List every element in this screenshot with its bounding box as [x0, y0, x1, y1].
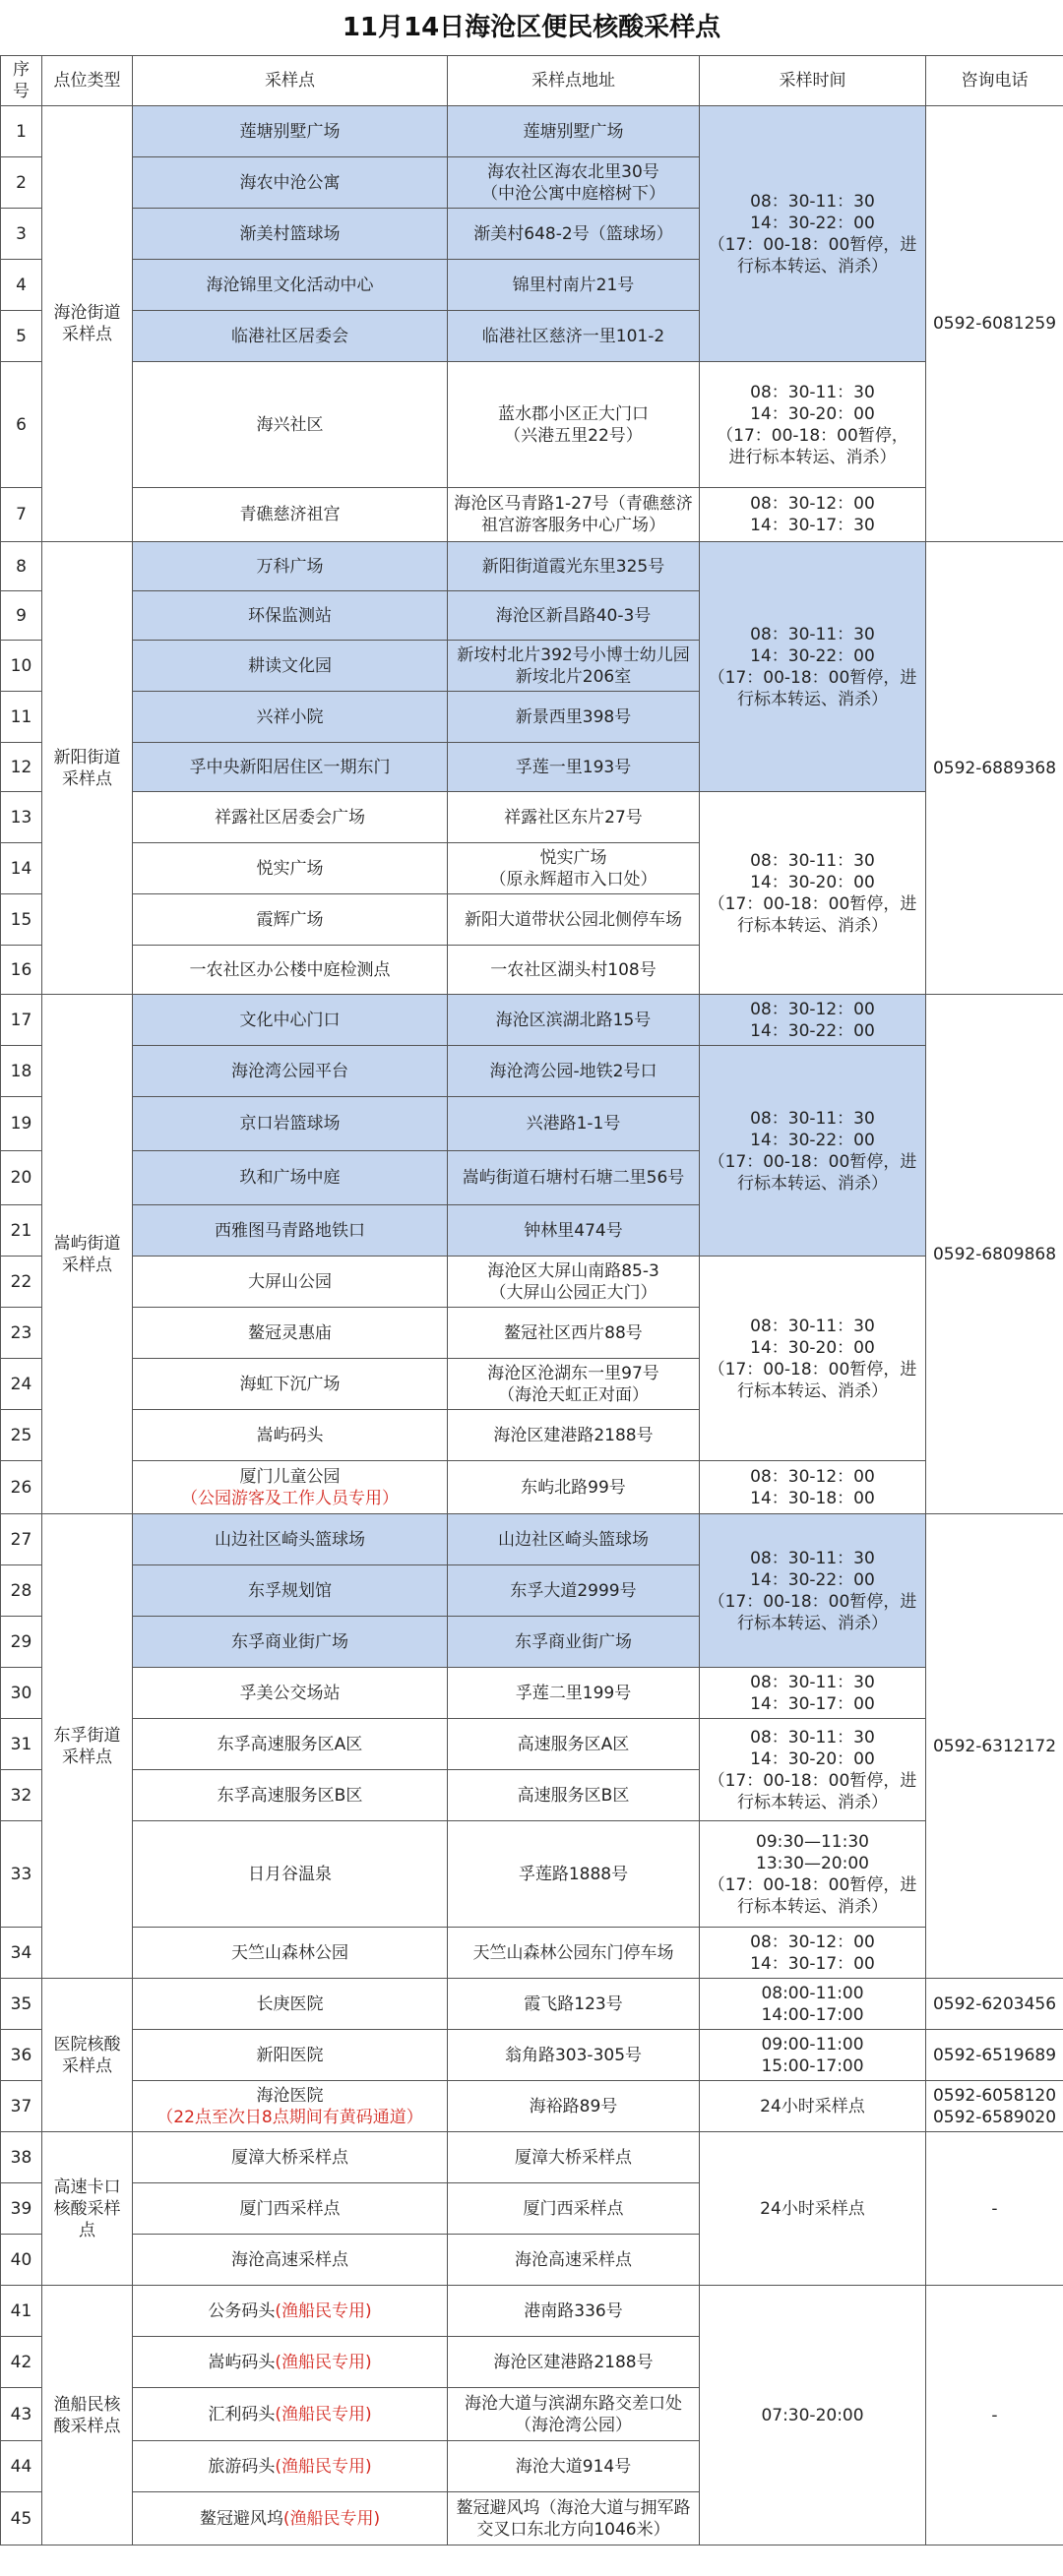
- site-name: 海农中沧公寓: [133, 157, 448, 209]
- site-name: 环保监测站: [133, 591, 448, 641]
- table-row: [1, 1046, 1063, 1097]
- sampling-time: 08：30-12：00 14：30-17：00: [700, 1928, 926, 1979]
- site-name: 临港社区居委会: [133, 311, 448, 362]
- site-address: 钟林里474号: [448, 1205, 700, 1257]
- site-name: 海沧医院: [256, 2085, 324, 2106]
- row-no: 16: [1, 946, 42, 995]
- site-address: 东孚大道2999号: [448, 1565, 700, 1617]
- table-row: [1, 106, 1063, 157]
- site-name: 一农社区办公楼中庭检测点: [133, 946, 448, 995]
- site-name: 祥露社区居委会广场: [133, 792, 448, 843]
- site-address: 锦里村南片21号: [448, 260, 700, 311]
- site-address: 海沧大道914号: [448, 2441, 700, 2492]
- site-name: 旅游码头: [208, 2456, 276, 2477]
- sampling-time: 08：30-12：00 14：30-22：00: [700, 995, 926, 1046]
- row-no: 41: [1, 2286, 42, 2337]
- site-note: （公园游客及工作人员专用）: [181, 1488, 399, 1508]
- row-no: 7: [1, 488, 42, 542]
- sampling-time: 08：30-11：30 14：30-22：00 （17：00-18：00暂停，进行标本转运、消杀）: [700, 106, 926, 362]
- site-address: 港南路336号: [448, 2286, 700, 2337]
- row-no: 42: [1, 2337, 42, 2388]
- phone: 0592-6312172: [926, 1514, 1063, 1979]
- phone: 0592-6519689: [926, 2030, 1063, 2081]
- site-address: 海沧湾公园-地铁2号口: [448, 1046, 700, 1097]
- site-name: 东孚规划馆: [133, 1565, 448, 1617]
- table-row: [1, 1979, 1063, 2030]
- header-type: 点位类型: [42, 56, 133, 106]
- site-name: 日月谷温泉: [133, 1821, 448, 1928]
- site-name: 霞辉广场: [133, 894, 448, 946]
- page-title: 11月14日海沧区便民核酸采样点: [342, 13, 721, 42]
- site-name: 嵩屿码头: [208, 2352, 276, 2372]
- row-no: 18: [1, 1046, 42, 1097]
- site-name: 嵩屿码头: [133, 1410, 448, 1461]
- table-row: [1, 1514, 1063, 1565]
- site-name: 文化中心门口: [133, 995, 448, 1046]
- header-phone: 咨询电话: [926, 56, 1063, 106]
- site-address: 厦漳大桥采样点: [448, 2132, 700, 2183]
- site-name: 万科广场: [133, 542, 448, 591]
- row-no: 38: [1, 2132, 42, 2183]
- site-note: (渔船民专用): [282, 2508, 381, 2529]
- site-address: 海沧区马青路1-27号（青礁慈济祖宫游客服务中心广场）: [448, 488, 700, 542]
- sampling-time: 08：30-11：30 14：30-20：00 （17：00-18：00暂停，进行标本转运、消杀）: [700, 1719, 926, 1821]
- sampling-time: 08：30-11：30 14：30-20：00 （17：00-18：00暂停， 进行标本转运、消杀）: [700, 362, 926, 488]
- site-note: (渔船民专用): [275, 2404, 372, 2424]
- row-no: 34: [1, 1928, 42, 1979]
- group-type: 渔船民核酸采样点: [42, 2286, 133, 2545]
- site-address: 东屿北路99号: [448, 1461, 700, 1514]
- site-name: 鳌冠灵惠庙: [133, 1308, 448, 1359]
- site-name-cell: [133, 2388, 448, 2441]
- site-name: 京口岩篮球场: [133, 1097, 448, 1151]
- site-name: 渐美村篮球场: [133, 209, 448, 260]
- header-time: 采样时间: [700, 56, 926, 106]
- header-row: [1, 56, 1063, 106]
- row-no: 6: [1, 362, 42, 488]
- table-row: [1, 1461, 1063, 1514]
- phone: -: [926, 2132, 1063, 2286]
- site-address: 海沧区沧湖东一里97号 （海沧天虹正对面）: [448, 1359, 700, 1410]
- phone: 0592-6889368: [926, 542, 1063, 995]
- site-address: 山边社区崎头篮球场: [448, 1514, 700, 1565]
- table-row: [1, 2081, 1063, 2132]
- table-row: [1, 1928, 1063, 1979]
- site-name: 孚美公交场站: [133, 1668, 448, 1719]
- table-row: [1, 1821, 1063, 1928]
- table-row: [1, 1257, 1063, 1308]
- header-no: 序号: [1, 56, 42, 106]
- row-no: 32: [1, 1770, 42, 1821]
- table-row: [1, 995, 1063, 1046]
- row-no: 23: [1, 1308, 42, 1359]
- site-name-cell: [133, 2286, 448, 2337]
- site-address: 孚莲一里193号: [448, 743, 700, 792]
- site-name: 海虹下沉广场: [133, 1359, 448, 1410]
- row-no: 20: [1, 1151, 42, 1205]
- site-address: 海沧区建港路2188号: [448, 2337, 700, 2388]
- row-no: 30: [1, 1668, 42, 1719]
- sampling-time: 08：30-11：30 14：30-22：00 （17：00-18：00暂停，进行标本转运、消杀）: [700, 1046, 926, 1257]
- row-no: 17: [1, 995, 42, 1046]
- site-name: 玖和广场中庭: [133, 1151, 448, 1205]
- site-name: 兴祥小院: [133, 692, 448, 743]
- row-no: 3: [1, 209, 42, 260]
- header-address: 采样点地址: [448, 56, 700, 106]
- table-row: [1, 542, 1063, 591]
- table-row: [1, 2030, 1063, 2081]
- row-no: 37: [1, 2081, 42, 2132]
- site-address: 海沧大道与滨湖东路交差口处 （海沧湾公园）: [448, 2388, 700, 2441]
- phone: 0592-6081259: [926, 106, 1063, 542]
- site-address: 新阳街道霞光东里325号: [448, 542, 700, 591]
- site-name-cell: [133, 2492, 448, 2545]
- sampling-time: 08：30-12：00 14：30-18：00: [700, 1461, 926, 1514]
- site-address: 海农社区海农北里30号 （中沧公寓中庭榕树下）: [448, 157, 700, 209]
- row-no: 36: [1, 2030, 42, 2081]
- sampling-time: 09:00-11:00 15:00-17:00: [700, 2030, 926, 2081]
- site-name: 东孚商业街广场: [133, 1617, 448, 1668]
- site-name: 海沧锦里文化活动中心: [133, 260, 448, 311]
- site-address: 莲塘别墅广场: [448, 106, 700, 157]
- site-address: 霞飞路123号: [448, 1979, 700, 2030]
- row-no: 35: [1, 1979, 42, 2030]
- site-name: 山边社区崎头篮球场: [133, 1514, 448, 1565]
- site-name: 东孚高速服务区A区: [133, 1719, 448, 1770]
- row-no: 1: [1, 106, 42, 157]
- row-no: 24: [1, 1359, 42, 1410]
- row-no: 12: [1, 743, 42, 792]
- table-row: [1, 792, 1063, 843]
- sampling-time: 08：30-11：30 14：30-17：00: [700, 1668, 926, 1719]
- site-name: 西雅图马青路地铁口: [133, 1205, 448, 1257]
- phone: 0592-6203456: [926, 1979, 1063, 2030]
- row-no: 19: [1, 1097, 42, 1151]
- phone: -: [926, 2286, 1063, 2545]
- site-name: 新阳医院: [133, 2030, 448, 2081]
- table-row: [1, 1668, 1063, 1719]
- header-site: 采样点: [133, 56, 448, 106]
- row-no: 25: [1, 1410, 42, 1461]
- sampling-table: [0, 55, 1063, 2545]
- site-name: 公务码头: [208, 2300, 276, 2321]
- site-address: 东孚商业街广场: [448, 1617, 700, 1668]
- site-name: 孚中央新阳居住区一期东门: [133, 743, 448, 792]
- site-name: 厦门儿童公园: [239, 1466, 341, 1487]
- site-name: 厦门西采样点: [133, 2183, 448, 2235]
- site-address: 翁角路303-305号: [448, 2030, 700, 2081]
- sampling-time: 08:00-11:00 14:00-17:00: [700, 1979, 926, 2030]
- site-address: 孚莲路1888号: [448, 1821, 700, 1928]
- site-name: 天竺山森林公园: [133, 1928, 448, 1979]
- row-no: 14: [1, 843, 42, 894]
- site-name: 东孚高速服务区B区: [133, 1770, 448, 1821]
- site-address: 渐美村648-2号（篮球场）: [448, 209, 700, 260]
- site-name: 海兴社区: [133, 362, 448, 488]
- site-name: 长庚医院: [133, 1979, 448, 2030]
- sampling-time: 24小时采样点: [700, 2132, 926, 2286]
- table-row: [1, 2286, 1063, 2337]
- phone: 0592-6058120 0592-6589020: [926, 2081, 1063, 2132]
- group-type: 海沧街道采样点: [42, 106, 133, 542]
- group-type: 新阳街道采样点: [42, 542, 133, 995]
- site-name-cell: [133, 2081, 448, 2132]
- row-no: 28: [1, 1565, 42, 1617]
- row-no: 27: [1, 1514, 42, 1565]
- row-no: 26: [1, 1461, 42, 1514]
- sampling-time: 08：30-11：30 14：30-22：00 （17：00-18：00暂停，进行标本转运、消杀）: [700, 1514, 926, 1668]
- row-no: 11: [1, 692, 42, 743]
- row-no: 31: [1, 1719, 42, 1770]
- row-no: 22: [1, 1257, 42, 1308]
- sampling-time: 24小时采样点: [700, 2081, 926, 2132]
- row-no: 44: [1, 2441, 42, 2492]
- site-note: (渔船民专用): [275, 2300, 372, 2321]
- table-row: [1, 488, 1063, 542]
- site-address: 兴港路1-1号: [448, 1097, 700, 1151]
- table-row: [1, 2132, 1063, 2183]
- site-address: 鳌冠避风坞（海沧大道与拥军路交叉口东北方向1046米）: [448, 2492, 700, 2545]
- site-name-cell: [133, 2337, 448, 2388]
- group-type: 高速卡口核酸采样点: [42, 2132, 133, 2286]
- site-address: 新阳大道带状公园北侧停车场: [448, 894, 700, 946]
- site-address: 海沧区大屏山南路85-3 （大屏山公园正大门）: [448, 1257, 700, 1308]
- table-row: [1, 362, 1063, 488]
- row-no: 9: [1, 591, 42, 641]
- row-no: 45: [1, 2492, 42, 2545]
- sampling-time: 08：30-11：30 14：30-20：00 （17：00-18：00暂停，进行标本转运、消杀）: [700, 1257, 926, 1461]
- row-no: 15: [1, 894, 42, 946]
- site-name-cell: [133, 2441, 448, 2492]
- group-type: 嵩屿街道采样点: [42, 995, 133, 1514]
- site-address: 一农社区湖头村108号: [448, 946, 700, 995]
- row-no: 2: [1, 157, 42, 209]
- group-type: 医院核酸采样点: [42, 1979, 133, 2132]
- group-type: 东孚街道采样点: [42, 1514, 133, 1979]
- site-name: 悦实广场: [133, 843, 448, 894]
- row-no: 8: [1, 542, 42, 591]
- row-no: 10: [1, 641, 42, 692]
- row-no: 33: [1, 1821, 42, 1928]
- row-no: 29: [1, 1617, 42, 1668]
- sampling-time: 08：30-11：30 14：30-20：00 （17：00-18：00暂停，进行标本转运、消杀）: [700, 792, 926, 995]
- site-name-cell: [133, 1461, 448, 1514]
- site-name: 汇利码头: [208, 2404, 276, 2424]
- site-address: 蓝水郡小区正大门口 （兴港五里22号）: [448, 362, 700, 488]
- sampling-time: 08：30-12：00 14：30-17：30: [700, 488, 926, 542]
- site-name: 海沧高速采样点: [133, 2235, 448, 2286]
- site-address: 海沧区滨湖北路15号: [448, 995, 700, 1046]
- site-name: 海沧湾公园平台: [133, 1046, 448, 1097]
- site-address: 新景西里398号: [448, 692, 700, 743]
- site-address: 高速服务区B区: [448, 1770, 700, 1821]
- site-note: （22点至次日8点期间有黄码通道）: [156, 2107, 423, 2127]
- site-address: 祥露社区东片27号: [448, 792, 700, 843]
- phone: 0592-6809868: [926, 995, 1063, 1514]
- site-address: 嵩屿街道石塘村石塘二里56号: [448, 1151, 700, 1205]
- site-address: 悦实广场 （原永辉超市入口处）: [448, 843, 700, 894]
- sampling-time: 08：30-11：30 14：30-22：00 （17：00-18：00暂停，进行标本转运、消杀）: [700, 542, 926, 792]
- site-address: 临港社区慈济一里101-2: [448, 311, 700, 362]
- row-no: 13: [1, 792, 42, 843]
- row-no: 21: [1, 1205, 42, 1257]
- table-row: [1, 1719, 1063, 1770]
- site-address: 新垵村北片392号小博士幼儿园 新垵北片206室: [448, 641, 700, 692]
- site-note: (渔船民专用): [275, 2456, 372, 2477]
- site-note: (渔船民专用): [275, 2352, 372, 2372]
- site-name: 青礁慈济祖宫: [133, 488, 448, 542]
- row-no: 5: [1, 311, 42, 362]
- site-name: 厦漳大桥采样点: [133, 2132, 448, 2183]
- site-name: 鳌冠避风坞: [199, 2508, 283, 2529]
- sampling-time: 07:30-20:00: [700, 2286, 926, 2545]
- site-address: 鳌冠社区西片88号: [448, 1308, 700, 1359]
- site-address: 天竺山森林公园东门停车场: [448, 1928, 700, 1979]
- site-address: 孚莲二里199号: [448, 1668, 700, 1719]
- site-name: 大屏山公园: [133, 1257, 448, 1308]
- site-address: 海沧区建港路2188号: [448, 1410, 700, 1461]
- row-no: 40: [1, 2235, 42, 2286]
- row-no: 43: [1, 2388, 42, 2441]
- site-address: 海沧区新昌路40-3号: [448, 591, 700, 641]
- site-address: 高速服务区A区: [448, 1719, 700, 1770]
- site-address: 厦门西采样点: [448, 2183, 700, 2235]
- site-name: 莲塘别墅广场: [133, 106, 448, 157]
- row-no: 39: [1, 2183, 42, 2235]
- sampling-time: 09:30—11:30 13:30—20:00 （17：00-18：00暂停，进行标本转运、消杀）: [700, 1821, 926, 1928]
- row-no: 4: [1, 260, 42, 311]
- site-address: 海裕路89号: [448, 2081, 700, 2132]
- site-name: 耕读文化园: [133, 641, 448, 692]
- site-address: 海沧高速采样点: [448, 2235, 700, 2286]
